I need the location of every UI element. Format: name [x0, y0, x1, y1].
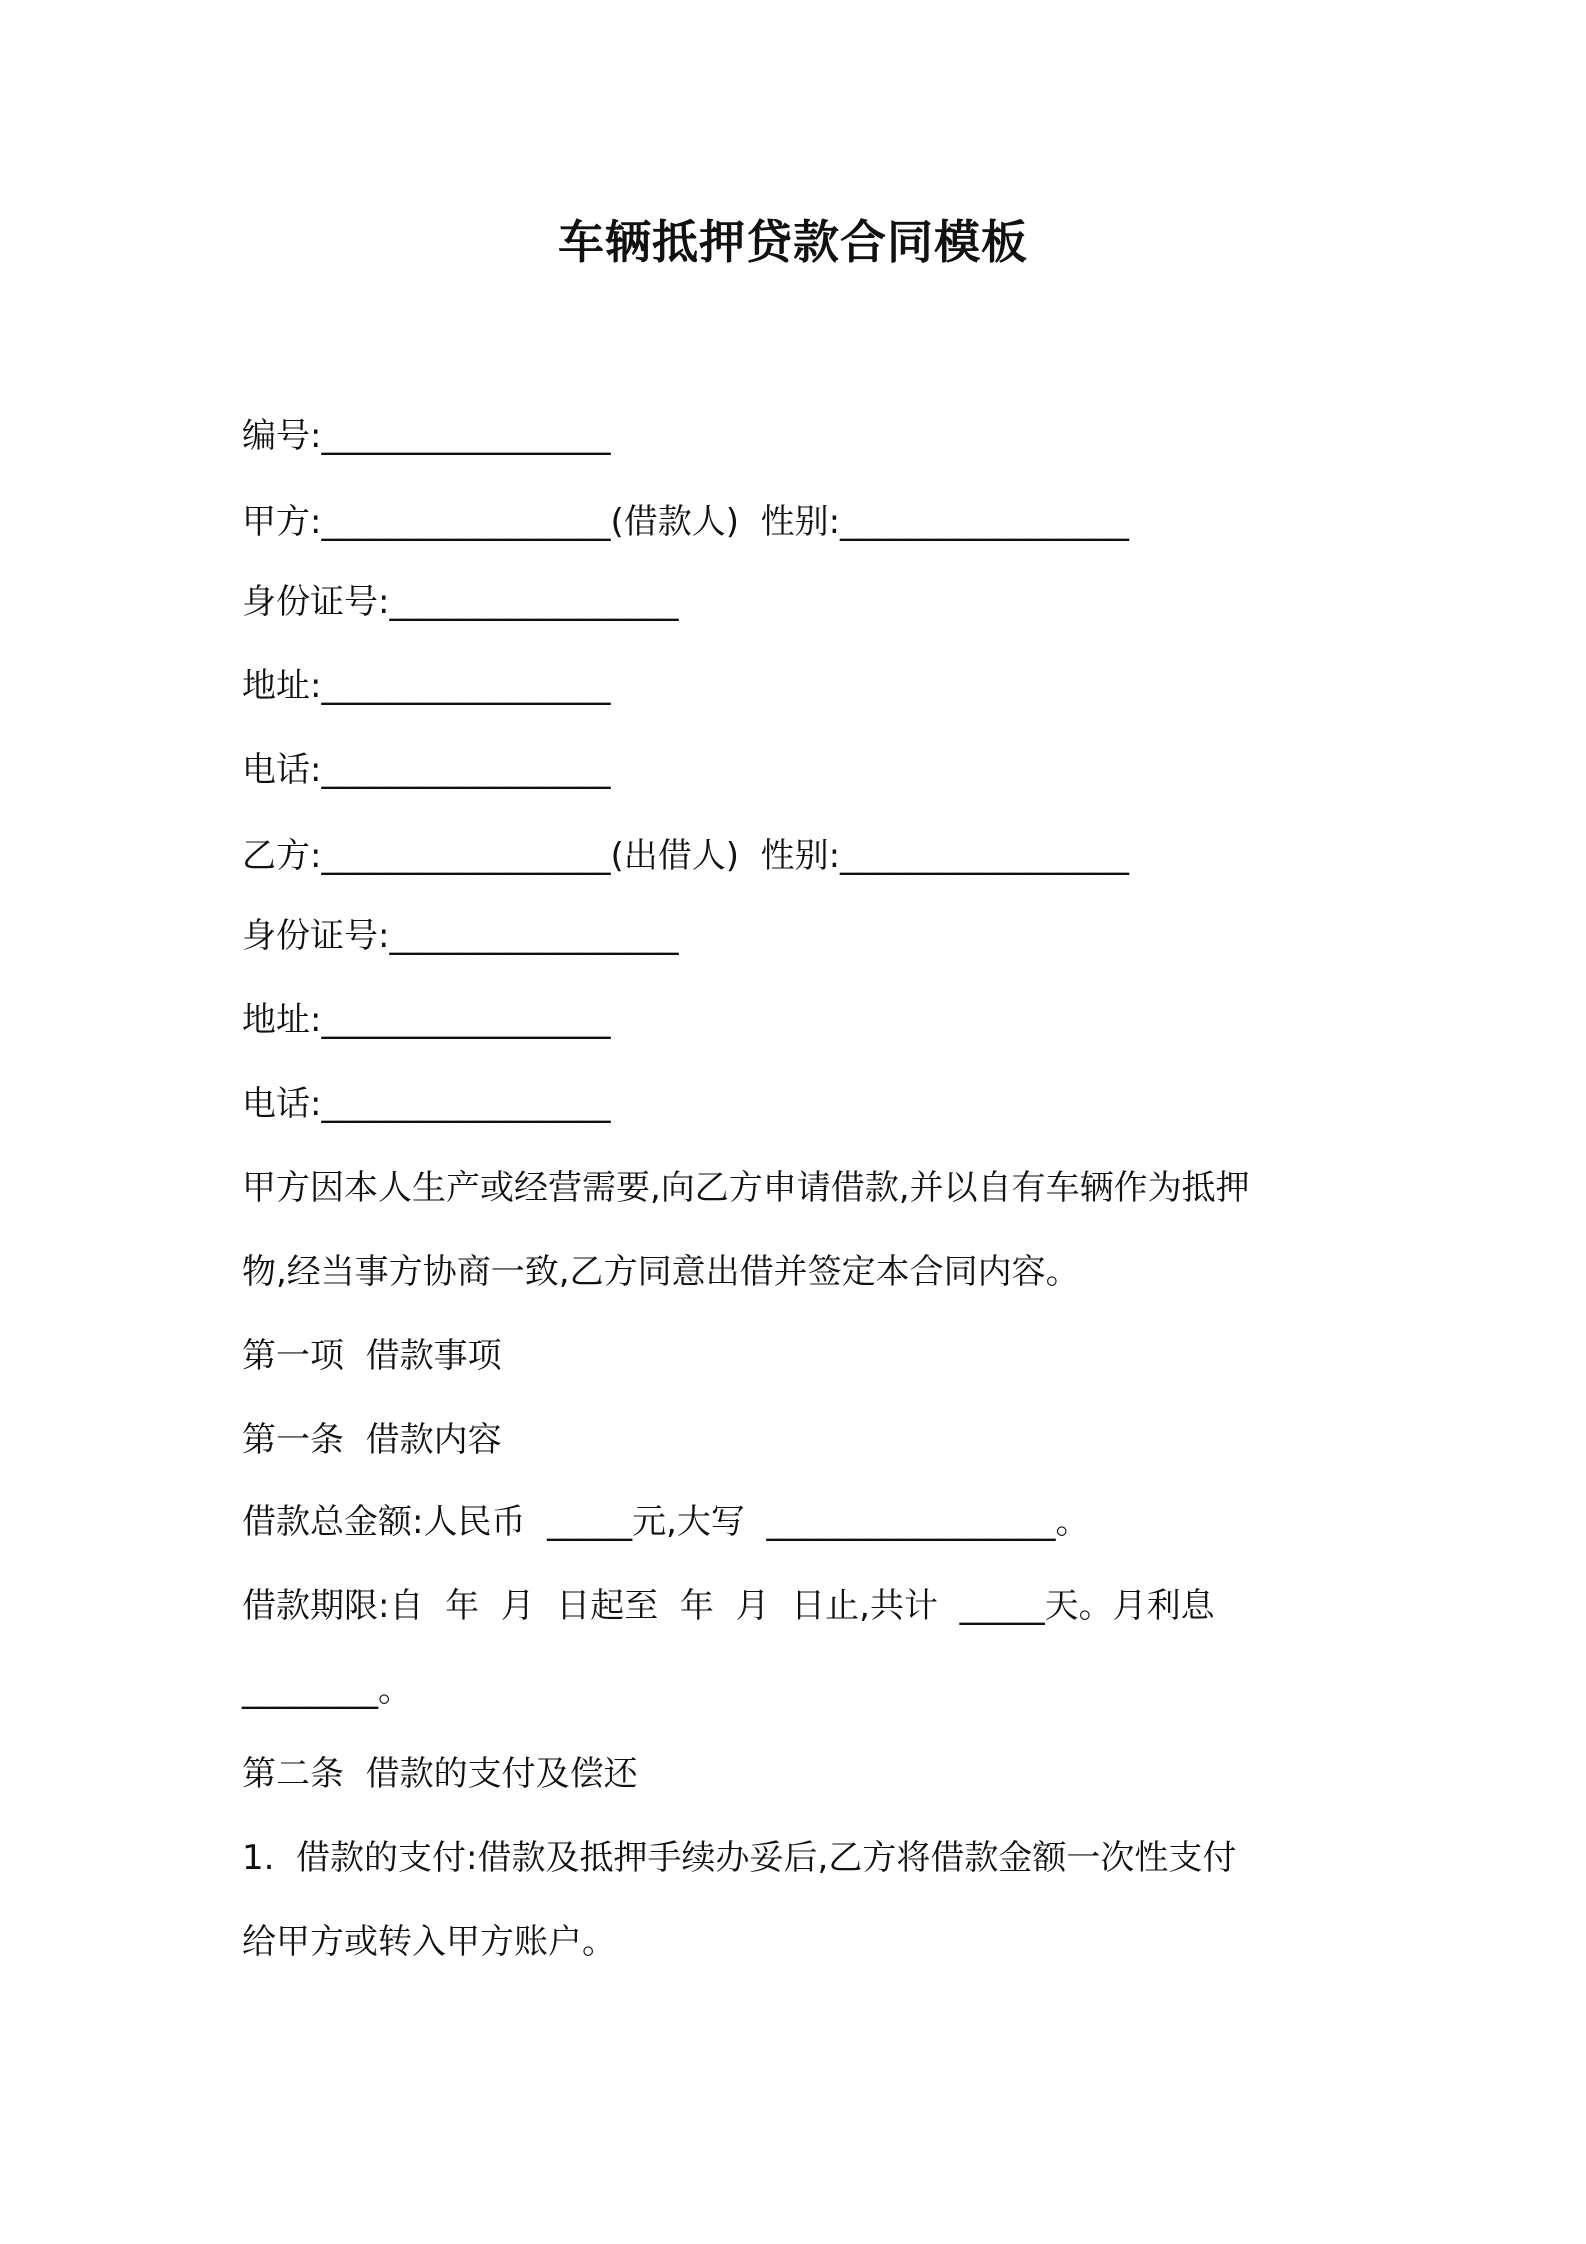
field-party-a-address: 地址:_________________	[242, 666, 611, 706]
payment-clause-line-1: 1. 借款的支付:借款及抵押手续办妥后,乙方将借款金额一次性支付	[242, 1838, 1237, 1878]
section-heading-1: 第一项 借款事项	[242, 1336, 502, 1376]
paragraph-intro-line-2: 物,经当事方协商一致,乙方同意出借并签定本合同内容。	[242, 1252, 1080, 1292]
field-party-b-name-gender: 乙方:_________________(出借人) 性别:_________________	[242, 836, 1130, 876]
paragraph-intro-line-1: 甲方因本人生产或经营需要,向乙方申请借款,并以自有车辆作为抵押	[242, 1168, 1250, 1208]
field-party-a-id-number: 身份证号:_________________	[242, 582, 679, 622]
article-heading-2: 第二条 借款的支付及偿还	[242, 1754, 638, 1794]
field-party-b-id-number: 身份证号:_________________	[242, 916, 679, 956]
article-heading-1: 第一条 借款内容	[242, 1420, 502, 1460]
monthly-interest-line: ________。	[242, 1670, 412, 1710]
field-party-b-address: 地址:_________________	[242, 1000, 611, 1040]
field-party-b-phone: 电话:_________________	[242, 1084, 611, 1124]
payment-clause-line-2: 给甲方或转入甲方账户。	[242, 1922, 616, 1962]
loan-term-line: 借款期限:自 年 月 日起至 年 月 日止,共计 _____天。月利息	[242, 1586, 1215, 1626]
loan-amount-line: 借款总金额:人民币 _____元,大写 _________________。	[242, 1502, 1090, 1542]
field-party-a-phone: 电话:_________________	[242, 750, 611, 790]
document-title: 车辆抵押贷款合同模板	[558, 215, 1028, 269]
field-contract-number: 编号:_________________	[242, 416, 611, 456]
field-party-a-name-gender: 甲方:_________________(借款人) 性别:_________________	[242, 502, 1130, 542]
